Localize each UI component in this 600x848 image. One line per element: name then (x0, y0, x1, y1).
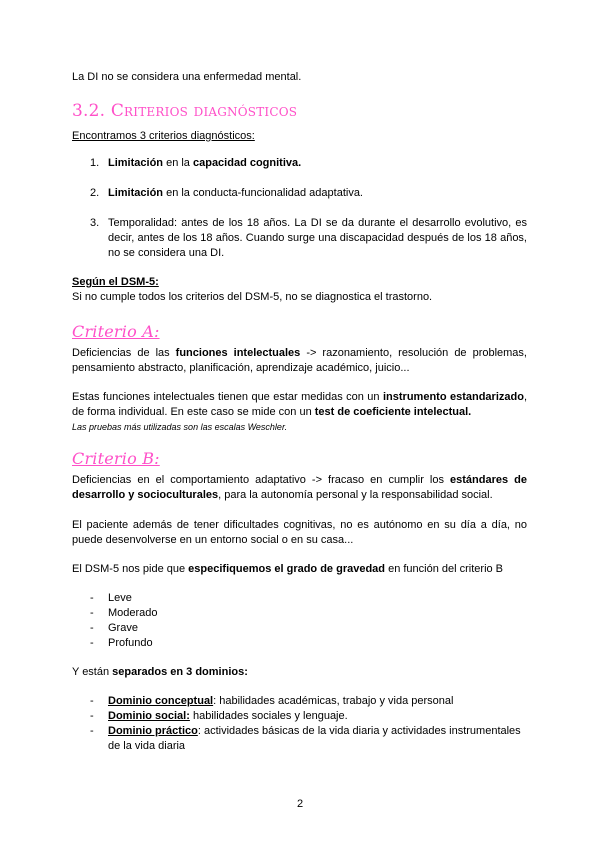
domain-item-practical: - Dominio práctico: actividades básicas de la vida diaria y actividades instrumentales de la vida diaria (90, 725, 521, 752)
criterio-b-paragraph-1: Deficiencias en el comportamiento adaptativo -> fracaso en cumplir los estándares de desarrollo y socioculturales, para la autonomía personal y la responsabilidad social. (72, 474, 527, 501)
criteria-item-1: 1. Limitación en la capacidad cognitiva. (90, 157, 302, 169)
criteria-list (72, 156, 527, 261)
dsm-section (72, 275, 527, 305)
criterio-a-paragraph-2: Estas funciones intelectuales tienen que estar medidas con un instrumento estandarizado, de forma individual. En este caso se mide con un test de coeficiente intelectual. Las pruebas más utilizadas son las escalas Weschler. (72, 391, 528, 432)
criteria-item-3: 3. Temporalidad: antes de los 18 años. La DI se da durante el desarrollo evolutivo, es decir, antes de los 18 años. Cuando surge una discapacidad después de los 18 años, no se considera una DI. (90, 217, 527, 259)
domain-item-social: - Dominio social: habilidades sociales y lenguaje. (90, 710, 348, 722)
severity-item: - Moderado (90, 607, 158, 619)
criterio-b-heading: Criterio B: (72, 449, 160, 468)
domains-list (72, 694, 527, 754)
criterio-a-heading: Criterio A: (72, 322, 160, 341)
domain-item-conceptual: - Dominio conceptual: habilidades académicas, trabajo y vida personal (90, 695, 454, 707)
criterio-a-paragraph-1: Deficiencias de las funciones intelectuales -> razonamiento, resolución de problemas, pensamiento abstracto, planificación, aprendizaje académico, juicio... (72, 347, 527, 374)
dsm-heading: Según el DSM-5: (72, 276, 159, 288)
severity-item: - Grave (90, 622, 138, 634)
intro-text: La DI no se considera una enfermedad mental. (72, 71, 302, 83)
severity-item: - Leve (90, 592, 132, 604)
criterio-b-paragraph-3: El DSM-5 nos pide que especifiquemos el grado de gravedad en función del criterio B (72, 563, 504, 575)
criteria-intro: Encontramos 3 criterios diagnósticos: (72, 130, 255, 142)
section-heading: 3.2. Criterios diagnósticos (72, 101, 298, 121)
severity-list (72, 591, 527, 651)
severity-item: - Profundo (90, 637, 153, 649)
criteria-item-2: 2. Limitación en la conducta-funcionalidad adaptativa. (90, 187, 363, 199)
criterio-b-paragraph-2: El paciente además de tener dificultades cognitivas, no es autónomo en su día a día, no puede desenvolverse en un entorno social o en su casa... (72, 519, 527, 546)
page-number: 2 (296, 798, 304, 810)
dsm-text: Si no cumple todos los criterios del DSM-5, no se diagnostica el trastorno. (72, 291, 433, 303)
criterio-a-note: Las pruebas más utilizadas son las escalas Weschler. (72, 422, 288, 432)
domains-intro: Y están separados en 3 dominios: (72, 666, 248, 678)
